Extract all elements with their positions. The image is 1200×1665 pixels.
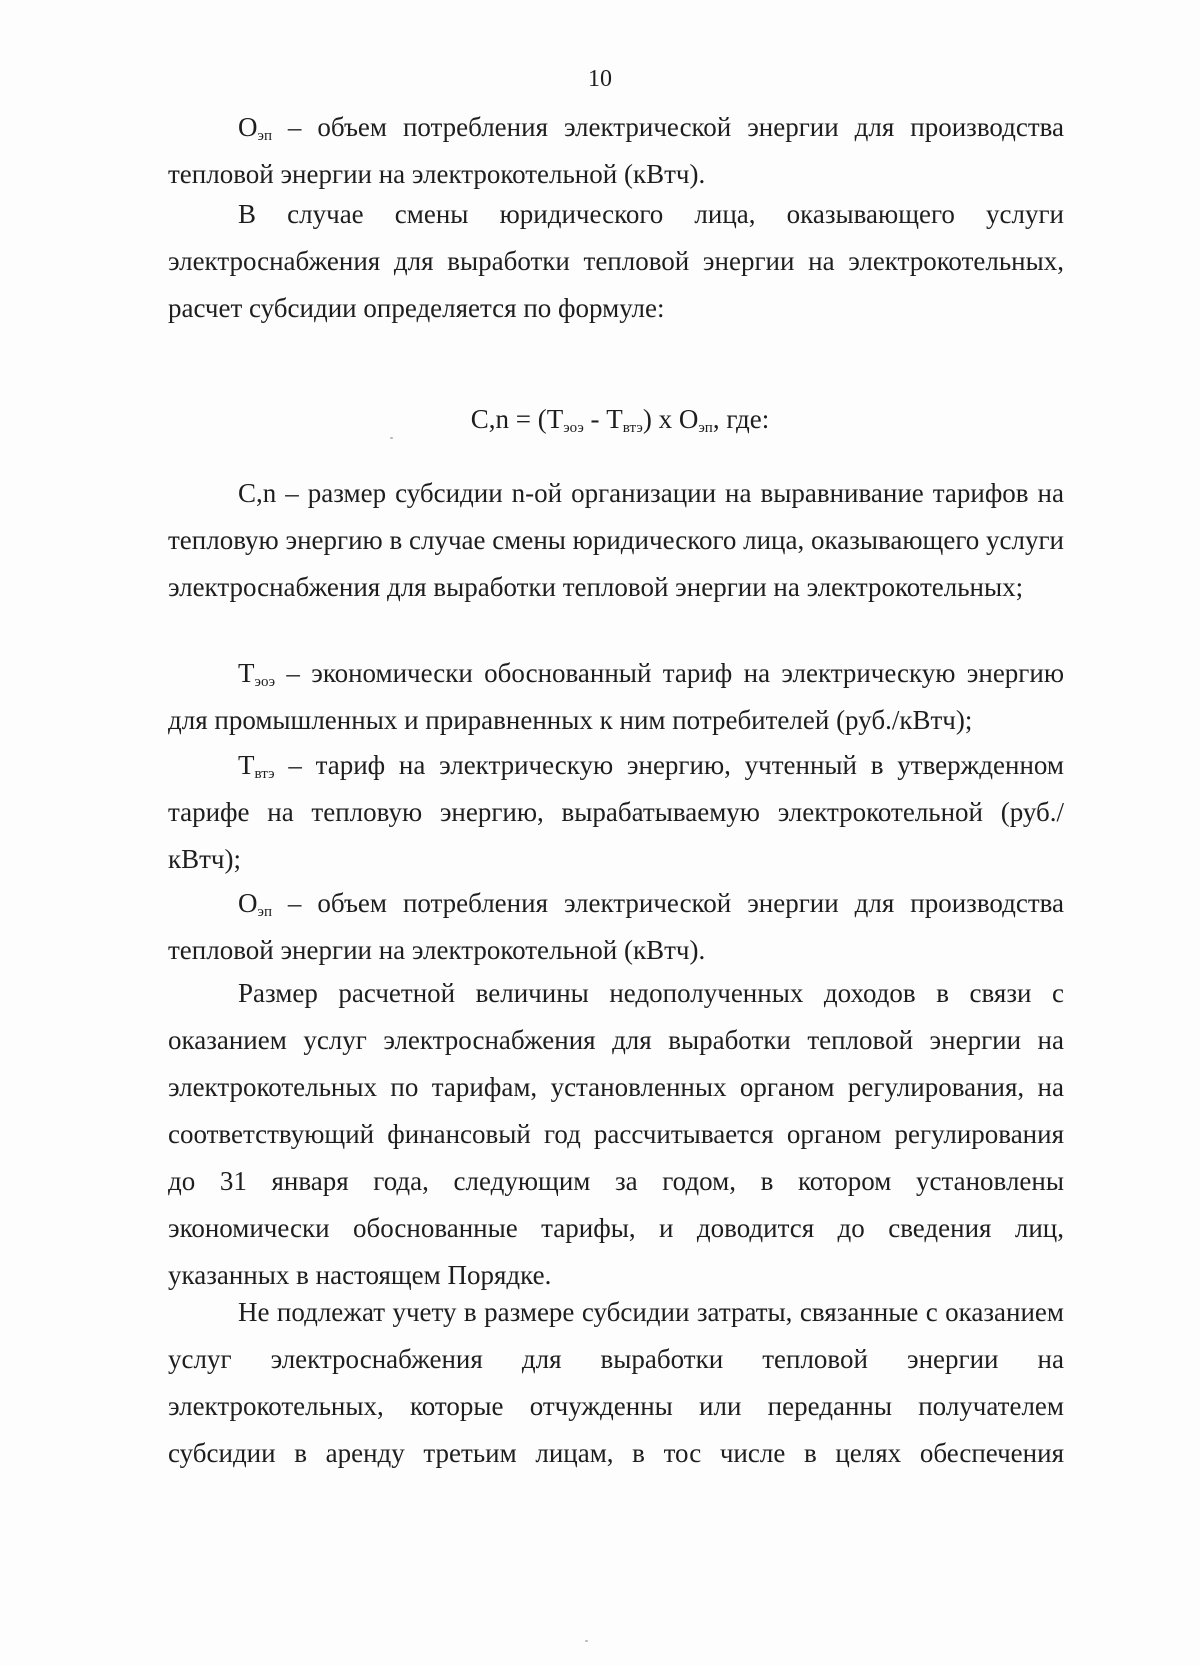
paragraph-oep-definition-2: $О_{эп}$ – объем потребления электрической энергии для производства тепловой энергии на электрокотельной (кВтч). <box>168 888 1064 965</box>
paragraph-teoe-definition: $Т_{эоэ}$ – экономически обоснованный тариф на электрическую энергию для промышленных и приравненных к ним потребителей (руб./кВтч); <box>168 658 1064 735</box>
paragraph-cn-definition: C,n – размер субсидии n-ой организации на выравнивание тарифов на тепловую энергию в случае смены юридического лица, оказывающего услуги электроснабжения для выработки тепловой энергии на электрокотельных; <box>168 478 1064 602</box>
paragraph-change-of-entity: В случае смены юридического лица, оказывающего услуги электроснабжения для выработки тепловой энергии на электрокотельных, расчет субсидии определяется по формуле: <box>168 199 1064 323</box>
page-number: 10 <box>588 66 612 92</box>
paragraph-tvte-definition: $Т_{втэ}$ – тариф на электрическую энергию, учтенный в утвержденном тарифе на тепловую энергию, вырабатываемую электрокотельной (руб./кВтч); <box>168 750 1064 874</box>
paragraph-lost-income: Размер расчетной величины недополученных доходов в связи с оказанием услуг электроснабжения для выработки тепловой энергии на электрокотельных по тарифам, установленных органом регулирования, на соответствующий финансовый год рассчитывается органом регулирования до 31 января года, следующим за годом, в котором установлены экономически обоснованные тарифы, и доводится до сведения лиц, указанных в настоящем Порядке. <box>168 978 1064 1290</box>
subsidy-formula: $C,n = (Т_{эоэ} - Т_{втэ})$ х $О_{эп}$, где: <box>470 404 770 436</box>
paragraph-excluded-costs: Не подлежат учету в размере субсидии затраты, связанные с оказанием услуг электроснабжения для выработки тепловой энергии на электрокотельных, которые отчужденны или переданны получателем субсидии в аренду третьим лицам, в тос числе в целях обеспечения <box>168 1297 1064 1468</box>
scan-speck <box>390 437 393 439</box>
paragraph-oep-definition-1: $О_{эп}$ – объем потребления электрической энергии для производства тепловой энергии на электрокотельной (кВтч). <box>168 112 1064 189</box>
scan-speck <box>585 1640 588 1642</box>
